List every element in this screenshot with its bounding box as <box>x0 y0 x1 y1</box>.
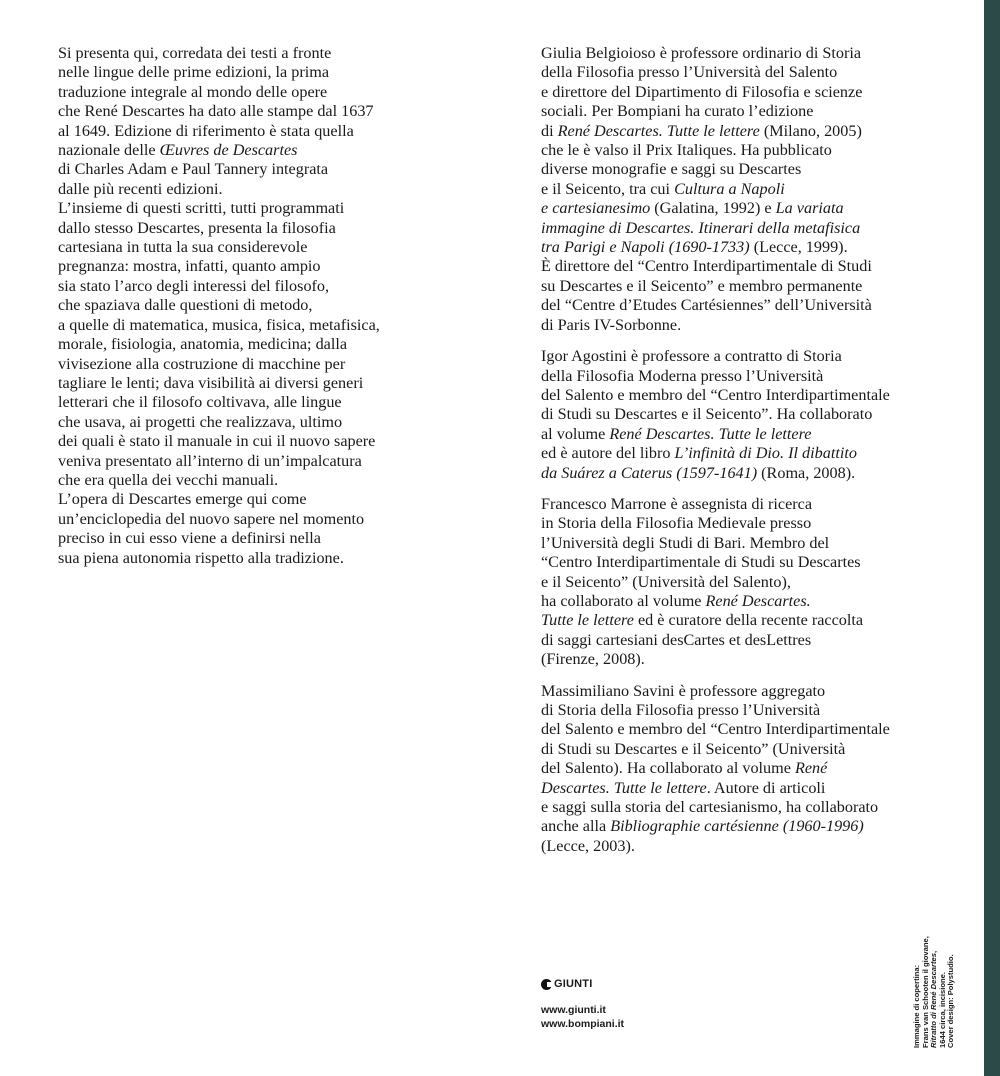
italic-title: Œuvres de Descartes <box>159 141 298 160</box>
bio-belgioioso <box>541 44 951 335</box>
bio-line: e direttore del Dipartimento di Filosofia e scienze <box>541 82 863 101</box>
italic-title: René Descartes. Tutte le lettere <box>609 424 812 443</box>
bio-line: Tutte le lettere ed è curatore della recente raccolta <box>541 611 864 630</box>
bio-line: (Lecce, 2003). <box>541 836 635 855</box>
description-line: veniva presentato all’interno di un’impalcatura <box>58 451 362 470</box>
italic-title: da Suárez a Caterus (1597-1641) <box>541 463 758 482</box>
bio-line: della Filosofia presso l’Università del Salento <box>541 63 838 82</box>
description-line: traduzione integrale al mondo delle opere <box>58 82 328 101</box>
description-line: L’insieme di questi scritti, tutti programmati <box>58 199 345 218</box>
credit-line: Frans van Schooten il giovane, <box>920 936 930 1048</box>
italic-title: Bibliographie cartésienne (1960-1996) <box>610 817 864 836</box>
bio-line: di Studi su Descartes e il Seicento” (Università <box>541 739 846 758</box>
bio-line: Massimiliano Savini è professore aggregato <box>541 681 826 700</box>
publisher-logo <box>541 978 592 990</box>
description-line: preciso in cui esso viene a definirsi nella <box>58 529 321 548</box>
giunti-website-link[interactable]: www.giunti.it <box>541 1004 606 1016</box>
description-line: a quelle di matematica, musica, fisica, metafisica, <box>58 315 380 334</box>
bio-line: al volume René Descartes. Tutte le lettere <box>541 424 812 443</box>
italic-title: Ritratto di René Descartes <box>929 953 939 1048</box>
credit-line: Ritratto di René Descartes, <box>929 950 939 1048</box>
description-line: nazionale delle Œuvres de Descartes <box>58 141 298 160</box>
bio-line: tra Parigi e Napoli (1690-1733) (Lecce, 1999). <box>541 238 848 257</box>
bio-line: ha collaborato al volume René Descartes. <box>541 591 811 610</box>
description-line: al 1649. Edizione di riferimento è stata quella <box>58 121 354 140</box>
bio-line: (Firenze, 2008). <box>541 650 645 669</box>
credit-line: 1644 circa, incisione. <box>937 972 947 1048</box>
bio-line: diverse monografie e saggi su Descartes <box>541 160 802 179</box>
bio-line: È direttore del “Centro Interdipartimentale di Studi <box>541 257 872 276</box>
description-line: che spaziava dalle questioni di metodo, <box>58 296 313 315</box>
credit-line: Immagine di copertina: <box>912 964 921 1048</box>
bio-line: Francesco Marrone è assegnista di ricerca <box>541 494 813 513</box>
description-line: letterari che il filosofo coltivava, alle lingue <box>58 393 342 412</box>
description-line: L’opera di Descartes emerge qui come <box>58 490 307 509</box>
bio-line: su Descartes e il Seicento” e membro permanente <box>541 276 863 295</box>
bio-line: di Storia della Filosofia presso l’Università <box>541 701 821 719</box>
italic-title: e cartesianesimo <box>541 199 651 218</box>
italic-title: Descartes. Tutte le lettere <box>541 778 707 797</box>
bio-line: in Storia della Filosofia Medievale presso <box>541 514 812 533</box>
bio-line: l’Università degli Studi di Bari. Membro del <box>541 533 830 552</box>
bio-line <box>541 219 951 238</box>
italic-title: René Descartes. <box>705 591 811 610</box>
bio-line: di Paris IV-Sorbonne. <box>541 315 682 334</box>
description-line: sia stato l’arco degli interessi del filosofo, <box>58 276 330 295</box>
description-line: dallo stesso Descartes, presenta la filosofia <box>58 218 336 237</box>
italic-title: René Descartes. Tutte le lettere <box>557 121 760 140</box>
bio-marrone <box>541 495 951 670</box>
description-line: nelle lingue delle prime edizioni, la prima <box>58 63 330 82</box>
bio-line: e il Seicento, tra cui Cultura a Napoli <box>541 179 785 198</box>
giunti-logo-icon <box>541 979 552 990</box>
bio-savini <box>541 682 951 857</box>
italic-title: tra Parigi e Napoli (1690-1733) <box>541 238 750 257</box>
description-line: dalle più recenti edizioni. <box>58 179 223 198</box>
bio-line: che le è valso il Prix Italiques. Ha pubblicato <box>541 141 832 160</box>
description-text <box>58 44 458 568</box>
description-line: di Charles Adam e Paul Tannery integrata <box>58 160 329 179</box>
credit-line: Cover design: Polystudio. <box>946 954 956 1048</box>
italic-title: René <box>794 759 828 778</box>
spine-color-band <box>984 0 1000 1076</box>
description-line: sua piena autonomia rispetto alla tradizione. <box>58 548 344 567</box>
bio-line: del “Centre d’Etudes Cartésiennes” dell’Università <box>541 296 872 315</box>
italic-title: Tutte le lettere <box>541 611 634 630</box>
bio-line: Giulia Belgioioso è professore ordinario di Storia <box>541 44 862 62</box>
bio-line: del Salento e membro del “Centro Interdipartimentale <box>541 720 890 739</box>
bompiani-website-link[interactable]: www.bompiani.it <box>541 1018 625 1030</box>
bio-line: e saggi sulla storia del cartesianismo, ha collaborato <box>541 798 879 817</box>
description-line: che era quella dei vecchi manuali. <box>58 470 279 489</box>
description-line: dei quali è stato il manuale in cui il nuovo sapere <box>58 432 376 451</box>
author-bios <box>541 44 951 868</box>
bio-line: e cartesianesimo (Galatina, 1992) e La variata <box>541 199 844 218</box>
description-line: che usava, ai progetti che realizzava, ultimo <box>58 412 343 431</box>
bio-line: di saggi cartesiani desCartes et desLettres <box>541 630 812 649</box>
description-line: un’enciclopedia del nuovo sapere nel momento <box>58 509 365 528</box>
italic-title: Cultura a Napoli <box>674 179 785 198</box>
bio-agostini <box>541 347 951 483</box>
bio-line: “Centro Interdipartimentale di Studi su Descartes <box>541 553 861 572</box>
bio-line: della Filosofia Moderna presso l’Università <box>541 366 824 385</box>
description-line: tagliare le lenti; dava visibilità ai diversi generi <box>58 373 364 392</box>
bio-line: e il Seicento” (Università del Salento), <box>541 572 791 591</box>
italic-title: La variata <box>775 199 844 218</box>
description-line: morale, fisiologia, anatomia, medicina; dalla <box>58 335 348 354</box>
publisher-websites <box>541 1003 624 1031</box>
bio-line: da Suárez a Caterus (1597-1641) (Roma, 2008). <box>541 463 856 482</box>
publisher-logo-text: GIUNTI <box>554 978 593 990</box>
cover-credits <box>913 936 956 1048</box>
italic-title: L’infinità di Dio. Il dibattito <box>674 444 857 463</box>
bio-line: sociali. Per Bompiani ha curato l’edizione <box>541 102 814 121</box>
description-line: vivisezione alla costruzione di macchine per <box>58 354 346 373</box>
description-line: Si presenta qui, corredata dei testi a fronte <box>58 44 332 62</box>
bio-line: del Salento). Ha collaborato al volume René <box>541 759 828 778</box>
bio-line: Descartes. Tutte le lettere. Autore di articoli <box>541 778 826 797</box>
bio-line: di René Descartes. Tutte le lettere (Milano, 2005) <box>541 121 862 140</box>
bio-line: anche alla Bibliographie cartésienne (1960-1996) <box>541 817 864 836</box>
bio-line: ed è autore del libro L’infinità di Dio. Il dibattito <box>541 444 857 463</box>
description-line: pregnanza: mostra, infatti, quanto ampio <box>58 257 321 276</box>
description-line: cartesiana in tutta la sua considerevole <box>58 238 308 257</box>
description-line: che René Descartes ha dato alle stampe dal 1637 <box>58 102 374 121</box>
italic-title: immagine di Descartes. Itinerari della metafisica <box>541 218 861 237</box>
bio-line: del Salento e membro del “Centro Interdipartimentale <box>541 385 890 404</box>
bio-line: Igor Agostini è professore a contratto di Storia <box>541 347 842 366</box>
bio-line: di Studi su Descartes e il Seicento”. Ha collaborato <box>541 405 873 424</box>
